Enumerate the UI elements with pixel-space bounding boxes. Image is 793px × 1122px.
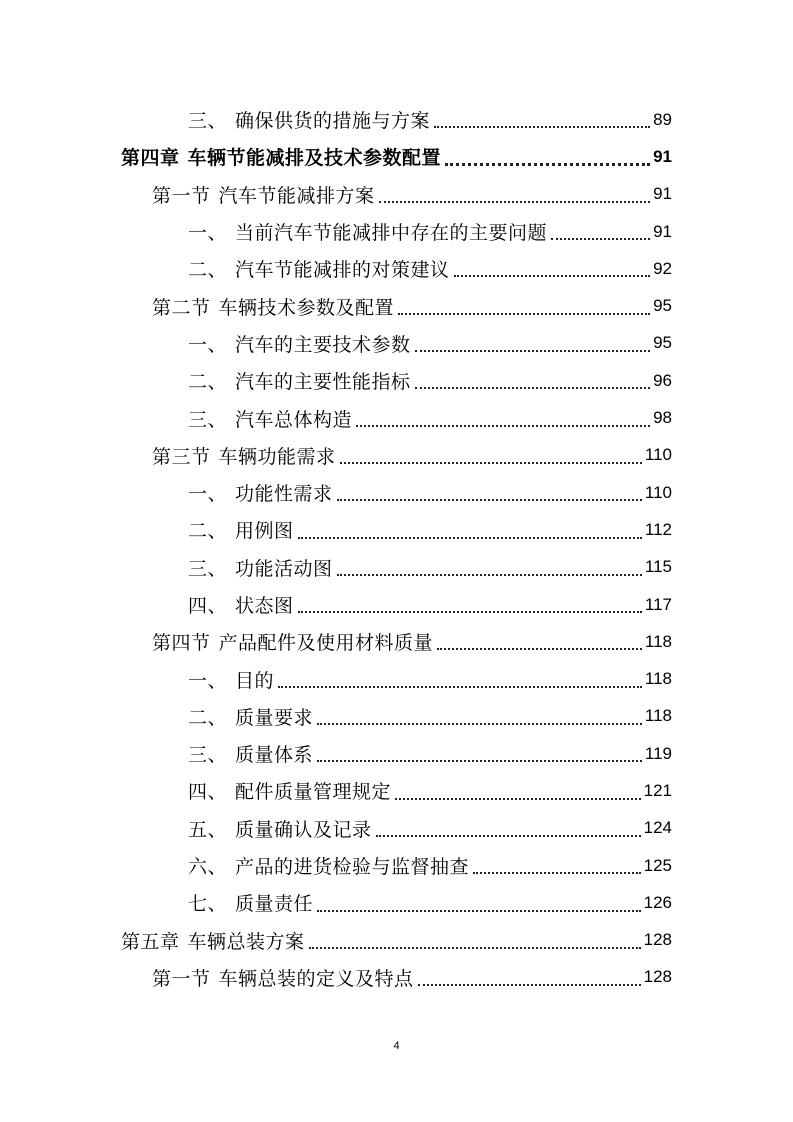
dot-leader: [317, 759, 642, 762]
dot-leader: [398, 312, 650, 315]
toc-entry-page: 98: [653, 408, 672, 428]
toc-entry-title: 车辆总装的定义及特点: [218, 967, 414, 990]
toc-entry[interactable]: [0, 250, 793, 287]
toc-entry-text: [188, 106, 430, 133]
toc-entry-page: 89: [653, 109, 672, 129]
toc-entry-title: 目的: [235, 669, 275, 692]
toc-entry-text: [152, 181, 375, 208]
dot-leader: [340, 461, 642, 464]
dot-leader: [356, 424, 650, 427]
toc-entry-page: 91: [653, 184, 672, 204]
toc-entry-number: 四、: [188, 781, 228, 804]
toc-entry-page: 112: [644, 519, 672, 539]
toc-entry-number: 一、: [188, 669, 228, 692]
toc-entry-number: 四、: [188, 595, 228, 617]
toc-entry-text: [188, 777, 391, 804]
toc-entry-number: 三、: [188, 557, 228, 580]
dot-leader: [379, 200, 651, 203]
toc-entry-page: 118: [644, 669, 672, 689]
toc-entry-title: 当前汽车节能减排中存在的主要问题: [235, 222, 548, 245]
toc-entry-title: 车辆节能减排及技术参数配置: [187, 147, 442, 170]
toc-entry-text: [152, 964, 414, 991]
toc-entry-page: 128: [643, 930, 672, 950]
dot-leader: [418, 983, 641, 986]
toc-entry[interactable]: [0, 660, 793, 697]
toc-entry-text: [152, 628, 433, 655]
toc-entry-text: [188, 330, 411, 357]
toc-entry[interactable]: [0, 847, 793, 884]
toc-entry-text: [188, 554, 333, 581]
toc-entry-page: 110: [644, 445, 672, 465]
toc-entry-page: 91: [653, 146, 672, 166]
toc-entry-text: [152, 293, 394, 320]
toc-entry-page: 118: [644, 706, 672, 726]
toc-entry-title: 车辆技术参数及配置: [218, 296, 395, 319]
toc-entry[interactable]: [0, 922, 793, 959]
toc-entry-number: 三、: [188, 110, 228, 133]
toc-entry[interactable]: [0, 138, 793, 175]
toc-entry[interactable]: [0, 287, 793, 324]
dot-leader: [473, 871, 641, 874]
toc-entry-number: 三、: [188, 408, 228, 431]
dot-leader: [337, 573, 642, 576]
toc-entry[interactable]: [0, 362, 793, 399]
toc-entry-text: [188, 405, 352, 432]
toc-entry-text: [188, 591, 294, 618]
dot-leader: [337, 498, 642, 501]
dot-leader: [454, 274, 651, 277]
toc-entry[interactable]: [0, 399, 793, 436]
toc-entry[interactable]: [0, 959, 793, 996]
toc-entry[interactable]: [0, 810, 793, 847]
toc-entry-page: 92: [653, 258, 672, 278]
toc-entry-text: [188, 889, 313, 916]
toc-entry-text: [121, 143, 441, 170]
page-number: 4: [393, 1040, 400, 1052]
toc-entry[interactable]: [0, 325, 793, 362]
toc-entry-page: 110: [644, 482, 672, 502]
toc-entry[interactable]: [0, 735, 793, 772]
dot-leader: [317, 909, 641, 912]
toc-entry-title: 汽车节能减排的对策建议: [235, 259, 450, 282]
toc-entry-page: 115: [644, 557, 672, 577]
toc-entry-number: 第一节: [152, 184, 211, 207]
toc-entry[interactable]: [0, 623, 793, 660]
dot-leader: [415, 386, 651, 389]
dot-leader: [317, 722, 642, 725]
toc-entry[interactable]: [0, 176, 793, 213]
toc-entry-page: 117: [644, 594, 672, 614]
toc-entry-page: 119: [644, 743, 672, 763]
toc-entry-text: [188, 666, 274, 693]
toc-entry-page: 91: [653, 221, 672, 241]
toc-entry-title: 汽车节能减排方案: [218, 184, 375, 207]
toc-entry-title: 汽车总体构造: [235, 408, 353, 431]
toc-entry-title: 状态图: [235, 595, 294, 617]
toc-entry[interactable]: [0, 474, 793, 511]
toc-entry-title: 用例图: [235, 520, 294, 543]
toc-entry-title: 汽车的主要技术参数: [235, 333, 411, 356]
dot-leader: [309, 946, 641, 949]
toc-entry[interactable]: [0, 884, 793, 921]
toc-entry-number: 三、: [188, 744, 228, 767]
toc-entry[interactable]: [0, 772, 793, 809]
toc-entry-text: [188, 740, 313, 767]
toc-entry-title: 质量确认及记录: [235, 818, 372, 841]
toc-entry-text: [188, 479, 333, 506]
toc-entry-text: [188, 255, 450, 282]
toc-entry-number: 第一节: [152, 967, 211, 990]
toc-entry-page: 124: [643, 818, 672, 838]
toc-entry-number: 第三节: [152, 445, 211, 468]
toc-entry-text: [188, 218, 547, 245]
toc-entry-number: 七、: [188, 893, 228, 916]
toc-entry-number: 一、: [188, 483, 228, 506]
toc-entry-page: 95: [653, 296, 672, 316]
toc-entry-number: 二、: [188, 259, 228, 282]
toc-entry-title: 质量责任: [235, 893, 314, 916]
toc-entry-title: 配件质量管理规定: [235, 781, 392, 804]
dot-leader: [395, 797, 641, 800]
dot-leader: [278, 685, 642, 688]
toc-entry-number: 第二节: [152, 296, 211, 319]
toc-entry-title: 质量要求: [235, 706, 314, 729]
toc-entry-title: 确保供货的措施与方案: [235, 110, 431, 133]
toc-entry-page: 96: [653, 370, 672, 390]
dot-leader: [551, 237, 650, 240]
toc-entry-page: 118: [644, 631, 672, 651]
toc-entry-page: 126: [643, 892, 672, 912]
toc-entry-title: 车辆功能需求: [218, 445, 336, 468]
dot-leader: [298, 536, 642, 539]
toc-entry-text: [188, 367, 411, 394]
toc-entry-number: 第四章: [121, 147, 180, 170]
toc-entry-number: 六、: [188, 856, 228, 879]
dot-leader: [415, 349, 651, 352]
toc-entry-number: 第四节: [152, 632, 211, 655]
dot-leader: [434, 125, 650, 128]
toc-entry-number: 一、: [188, 222, 228, 245]
toc-entry-number: 第五章: [121, 930, 180, 953]
toc-entry-number: 五、: [188, 818, 228, 841]
toc-entry-title: 产品配件及使用材料质量: [218, 632, 434, 655]
dot-leader: [298, 610, 642, 613]
toc-entry-page: 128: [643, 967, 672, 987]
toc-entry[interactable]: [0, 549, 793, 586]
toc-entry-number: 二、: [188, 706, 228, 729]
toc-entry-title: 产品的进货检验与监督抽查: [235, 856, 470, 879]
toc-entry-title: 功能性需求: [235, 483, 333, 506]
toc-entry-text: [188, 852, 469, 879]
toc-entry[interactable]: [0, 101, 793, 138]
toc-entry-text: [188, 815, 372, 842]
toc-entry-page: 121: [643, 780, 672, 800]
toc-entry[interactable]: [0, 698, 793, 735]
toc-entry-page: 125: [643, 855, 672, 875]
table-of-contents: [0, 101, 793, 996]
toc-entry-page: 95: [653, 333, 672, 353]
toc-entry[interactable]: [0, 437, 793, 474]
toc-entry-title: 车辆总装方案: [187, 930, 305, 953]
toc-entry-title: 质量体系: [235, 744, 314, 767]
toc-entry-number: 二、: [188, 520, 228, 543]
toc-entry-text: [121, 927, 305, 954]
toc-entry-number: 一、: [188, 333, 228, 356]
toc-entry[interactable]: [0, 511, 793, 548]
toc-entry-text: [188, 703, 313, 730]
toc-entry[interactable]: [0, 586, 793, 623]
toc-entry-number: 二、: [188, 371, 228, 394]
toc-entry-title: 功能活动图: [235, 557, 333, 580]
toc-entry-title: 汽车的主要性能指标: [235, 371, 411, 394]
toc-entry-text: [152, 442, 336, 469]
dot-leader: [376, 834, 641, 837]
toc-entry[interactable]: [0, 213, 793, 250]
dot-leader: [437, 647, 642, 650]
toc-entry-text: [188, 516, 294, 543]
dot-leader: [445, 162, 650, 166]
